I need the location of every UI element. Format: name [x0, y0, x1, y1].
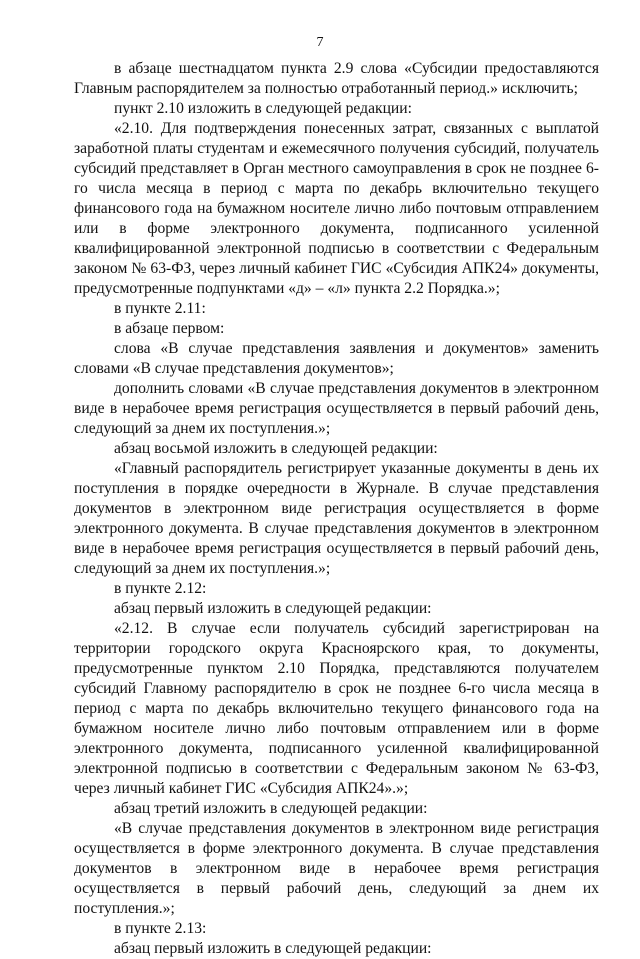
- paragraph-2: пункт 2.10 изложить в следующей редакции:: [114, 100, 412, 117]
- document-body: [74, 59, 599, 959]
- paragraph-1: в абзаце шестнадцатом пункта 2.9 слова «Субсидии предоставляются Главным распорядителем за полностью отработанный период.» исключить;: [74, 60, 599, 97]
- paragraph-16: абзац первый изложить в следующей редакции:: [114, 940, 432, 957]
- paragraph-3: «2.10. Для подтверждения понесенных затрат, связанных с выплатой заработной платы студентам и ежемесячного получения субсидий, получатель субсидий представляет в Орган местного самоуправления в срок не позднее 6-го числа месяца в период с марта по декабрь включительно текущего финансового года на бумажном носителе лично либо почтовым отправлением или в форме электронного документа, подписанного усиленной квалифицированной электронной подписью в соответствии с Федеральным законом № 63-ФЗ, через личный кабинет ГИС «Субсидия АПК24» документы, предусмотренные подпунктами «д» – «л» пункта 2.2 Порядка.»;: [74, 120, 599, 297]
- paragraph-10: в пункте 2.12:: [114, 580, 207, 597]
- paragraph-11: абзац первый изложить в следующей редакции:: [114, 600, 432, 617]
- paragraph-4: в пункте 2.11:: [114, 300, 206, 317]
- paragraph-8: абзац восьмой изложить в следующей редакции:: [114, 440, 438, 457]
- paragraph-6: слова «В случае представления заявления и документов» заменить словами «В случае представления документов»;: [74, 340, 599, 377]
- paragraph-9: «Главный распорядитель регистрирует указанные документы в день их поступления в порядке очередности в Журнале. В случае представления документов в электронном виде регистрация осуществляется в форме электронного документа. В случае представления документов в электронном виде в нерабочее время регистрация осуществляется в первый рабочий день, следующий за днем их поступления.»;: [74, 460, 599, 577]
- paragraph-14: «В случае представления документов в электронном виде регистрация осуществляется в форме электронного документа. В случае представления документов в электронном виде в нерабочее время регистрация осуществляется в первый рабочий день, следующий за днем их поступления.»;: [74, 820, 599, 917]
- paragraph-12: «2.12. В случае если получатель субсидий зарегистрирован на территории городского округа Красноярского края, то документы, предусмотренные пунктом 2.10 Порядка, представляются получателем субсидий Главному распорядителю в срок не позднее 6-го числа месяца в период с марта по декабрь включительно текущего финансового года на бумажном носителе лично либо почтовым отправлением или в форме электронного документа, подписанного усиленной квалифицированной электронной подписью в соответствии с Федеральным законом № 63-ФЗ, через личный кабинет ГИС «Субсидия АПК24».»;: [74, 620, 599, 797]
- paragraph-13: абзац третий изложить в следующей редакции:: [114, 800, 428, 817]
- paragraph-5: в абзаце первом:: [114, 320, 225, 337]
- page-number: 7: [316, 35, 324, 50]
- paragraph-7: дополнить словами «В случае представления документов в электронном виде в нерабочее время регистрация осуществляется в первый рабочий день, следующий за днем их поступления.»;: [74, 380, 599, 437]
- paragraph-15: в пункте 2.13:: [114, 920, 207, 937]
